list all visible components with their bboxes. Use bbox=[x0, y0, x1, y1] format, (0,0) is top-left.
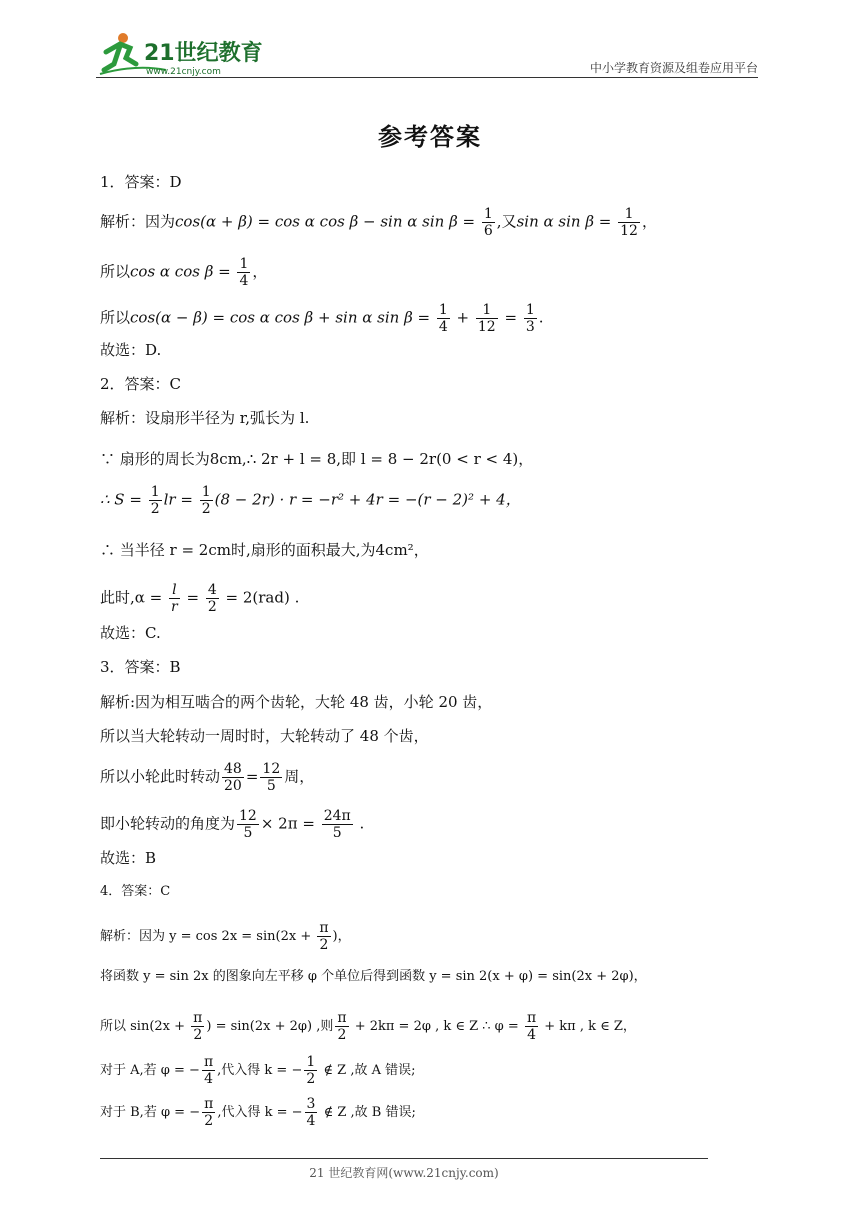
header-rule bbox=[96, 77, 758, 78]
logo-url: www.21cnjy.com bbox=[146, 67, 221, 77]
q1-pick: 故选：D. bbox=[100, 341, 162, 359]
q3-answer: 3．答案：B bbox=[100, 658, 181, 676]
q3-line1: 解析:因为相互啮合的两个齿轮，大轮 48 齿，小轮 20 齿， bbox=[100, 693, 493, 711]
page-header bbox=[96, 30, 758, 80]
q2-pick: 故选：C. bbox=[100, 624, 161, 642]
q2-line5: 此时,α = $\frac{l}{r}$ = $\frac{4}{2}$ = 2(rad) . bbox=[100, 582, 300, 615]
footer-rule bbox=[100, 1158, 708, 1159]
q2-line3: ∴ S = $\frac{1}{2}$ lr = $\frac{1}{2}$ (8 − 2r) · r = −r² + 4r = −(r − 2)² + 4， bbox=[100, 484, 521, 517]
page-footer: 21 世纪教育网(www.21cnjy.com) bbox=[309, 1166, 499, 1180]
q3-line2: 所以当大轮转动一周时时，大轮转动了 48 个齿， bbox=[100, 727, 429, 745]
q3-line3: 所以小轮此时转动 $\frac{48}{20}$ = $\frac{12}{5}$ 周， bbox=[100, 761, 315, 794]
logo-text: 21世纪教育 bbox=[144, 41, 263, 66]
q2-line2: ∵ 扇形的周长为8cm,∴ 2r + l = 8,即 l = 8 − 2r(0 < r < 4)， bbox=[100, 450, 534, 468]
q2-answer: 2．答案：C bbox=[100, 375, 182, 393]
q1-line3: 所以cos(α − β) = cos α cos β + sin α sin β = $\frac{1}{4}$ + $\frac{1}{12}$ = $\frac{1}{3}$ . bbox=[100, 302, 544, 335]
platform-name: 中小学教育资源及组卷应用平台 bbox=[589, 61, 758, 75]
q1-line2: 所以cos α cos β = $\frac{1}{4}$ ， bbox=[100, 256, 268, 289]
q4-line3: 所以 sin(2x + $\frac{\pi}{2}$ ) = sin(2x + 2φ) ,则 $\frac{\pi}{2}$ + 2kπ = 2φ , k ∈ Z ∴ φ = $\frac{\pi}{4}$ + kπ , k ∈ Z， bbox=[100, 1010, 636, 1043]
q4-line4: 对于 A,若 φ = − $\frac{\pi}{4}$ ,代入得 k = − $\frac{1}{2}$ ∉ Z ,故 A 错误; bbox=[100, 1054, 416, 1087]
logo-icon bbox=[96, 30, 266, 78]
q4-line1: 解析：因为 y = cos 2x = sin(2x + $\frac{\pi}{2}$ )， bbox=[100, 920, 351, 953]
q1-answer: 1．答案：D bbox=[100, 173, 182, 191]
q3-line4: 即小轮转动的角度为 $\frac{12}{5}$ × 2π = $\frac{24\pi}{5}$ . bbox=[100, 808, 365, 841]
q4-answer: 4．答案：C bbox=[100, 884, 171, 899]
q4-line2: 将函数 y = sin 2x 的图象向左平移 φ 个单位后得到函数 y = sin 2(x + φ) = sin(2x + 2φ)， bbox=[100, 969, 647, 984]
q4-line5: 对于 B,若 φ = − $\frac{\pi}{2}$ ,代入得 k = − $\frac{3}{4}$ ∉ Z ,故 B 错误; bbox=[100, 1096, 416, 1129]
page-title: 参考答案 bbox=[378, 123, 482, 151]
q1-line1: 解析：因为cos(α + β) = cos α cos β − sin α sin β = $\frac{1}{6}$ ,又sin α sin β = $\frac{1}{12}$ ， bbox=[100, 206, 657, 239]
q2-line1: 解析：设扇形半径为 r,弧长为 l. bbox=[100, 409, 310, 427]
q2-line4: ∴ 当半径 r = 2cm时,扇形的面积最大,为4cm²， bbox=[100, 541, 429, 559]
q3-pick: 故选：B bbox=[100, 849, 157, 867]
